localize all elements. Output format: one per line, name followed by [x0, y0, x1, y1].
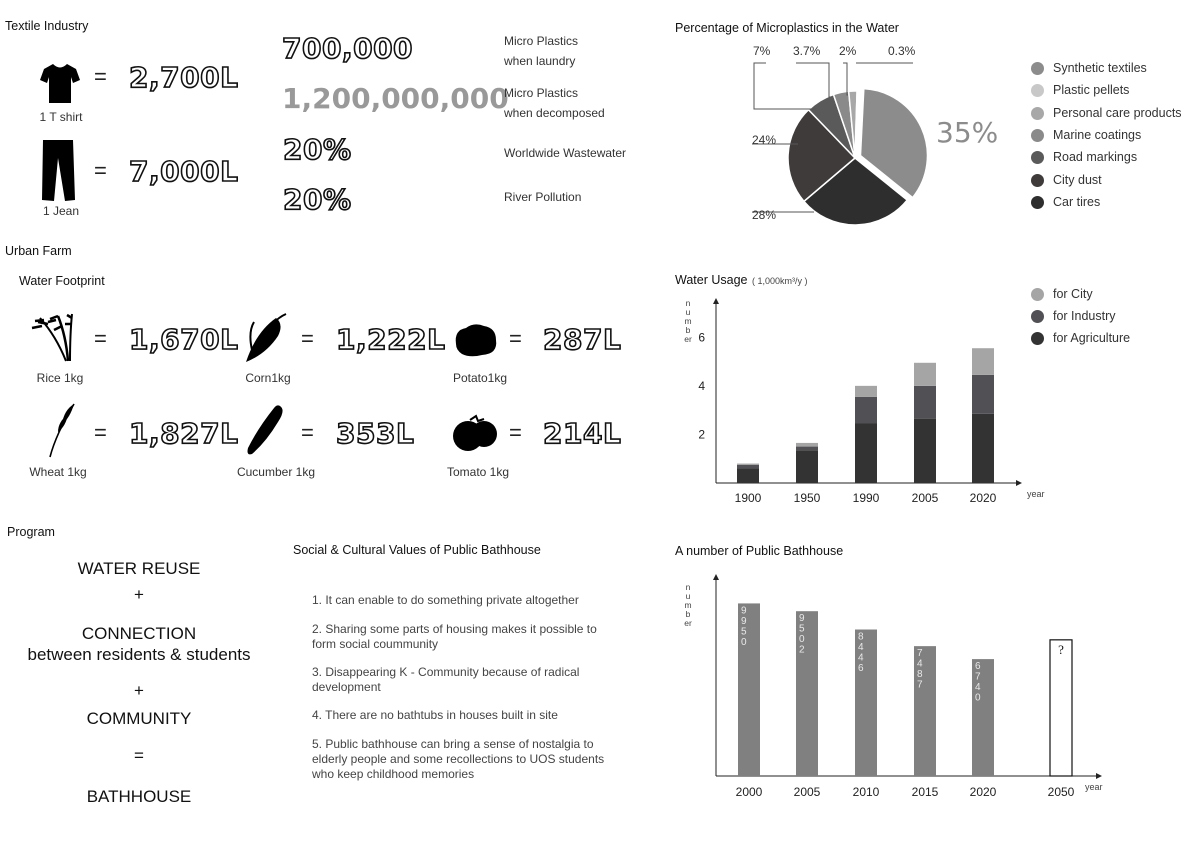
- bar-value-label: 8: [858, 631, 864, 643]
- bar-segment-for-industry: [737, 465, 759, 469]
- x-tick-label: 2005: [793, 785, 821, 799]
- bar-value-label: 7: [917, 648, 923, 660]
- corn-label: Corn1kg: [245, 371, 291, 385]
- y-axis-arrow: [713, 298, 719, 304]
- legend-swatch: [1031, 310, 1044, 323]
- pie-slice-label: 2%: [839, 44, 857, 58]
- legend-label: Synthetic textiles: [1053, 61, 1147, 75]
- x-tick-label: 1950: [793, 491, 821, 505]
- jean-water-value: 7,000L: [129, 155, 239, 188]
- y-tick-label: 6: [698, 330, 705, 345]
- bar-value-label: 4: [858, 642, 864, 654]
- tomato-label: Tomato 1kg: [446, 465, 510, 479]
- x-tick-label: 2000: [735, 785, 763, 799]
- rice-label: Rice 1kg: [36, 371, 84, 385]
- stat-value-laundry: 700,000: [282, 32, 414, 65]
- cucumber-icon: [244, 404, 286, 456]
- bar-segment-for-agriculture: [855, 424, 877, 484]
- x-tick-label: 2015: [911, 785, 939, 799]
- program-result: BATHHOUSE: [86, 787, 192, 806]
- legend-label: Marine coatings: [1053, 127, 1142, 142]
- water-usage-ylabel: number: [684, 298, 692, 344]
- textile-title: Textile Industry: [5, 19, 89, 33]
- stat-desc: Micro Plastics: [504, 86, 579, 100]
- bar-value-label: 4: [858, 652, 864, 664]
- tshirt-label: 1 T shirt: [39, 110, 83, 124]
- legend-label: for City: [1053, 287, 1093, 301]
- bathhouse-chart-title: A number of Public Bathhouse: [675, 544, 844, 558]
- y-tick-label: 4: [698, 378, 705, 393]
- bar-segment-for-industry: [914, 386, 936, 419]
- wheat-water-value: 1,827L: [129, 417, 239, 450]
- pie-slice-label: 28%: [752, 208, 777, 222]
- bar-segment-for-industry: [855, 397, 877, 424]
- pie-chart-title: Percentage of Microplastics in the Water: [675, 21, 899, 35]
- stat-value-river: 20%: [283, 183, 352, 216]
- bar-value-label: ?: [1058, 641, 1064, 657]
- tshirt-water-value: 2,700L: [129, 61, 239, 94]
- x-tick-label: 2020: [969, 785, 997, 799]
- equals-sign: =: [94, 326, 107, 351]
- legend-label: Road markings: [1053, 150, 1138, 165]
- corn-water-value: 1,222L: [336, 323, 446, 356]
- legend-label: Personal care products: [1053, 105, 1182, 120]
- legend-swatch: [1031, 332, 1044, 345]
- bar-value-label: 8: [917, 669, 923, 681]
- pie-slice-label: 3.7%: [793, 44, 821, 58]
- stat-desc: Worldwide Wastewater: [504, 146, 627, 160]
- stat-desc: when laundry: [504, 54, 576, 68]
- legend-swatch: [1031, 107, 1044, 120]
- water-footprint-subtitle: Water Footprint: [19, 274, 105, 288]
- equals-sign: =: [94, 420, 107, 445]
- equals-sign: =: [301, 420, 314, 445]
- bar-value-label: 0: [799, 634, 805, 646]
- program-title: Program: [7, 525, 55, 539]
- wheat-icon: [44, 400, 78, 458]
- cucumber-label: Cucumber 1kg: [236, 465, 316, 479]
- bar-segment-for-city: [737, 464, 759, 465]
- bar-value-label: 0: [741, 636, 747, 648]
- urban-farm-title: Urban Farm: [5, 244, 72, 258]
- bar-segment-for-agriculture: [972, 414, 994, 483]
- legend-swatch: [1031, 129, 1044, 142]
- bar-segment-for-city: [972, 348, 994, 375]
- y-tick-label: 2: [698, 427, 705, 442]
- program-line: between residents & students: [27, 645, 251, 664]
- x-axis-label: year: [1085, 782, 1103, 792]
- corn-icon: [242, 312, 288, 364]
- x-axis-arrow: [1096, 773, 1102, 779]
- program-plus: +: [134, 681, 144, 700]
- program-line: WATER REUSE: [77, 559, 201, 578]
- tshirt-icon: [40, 62, 80, 104]
- bar-segment-for-city: [914, 363, 936, 386]
- bar-value-label: 2: [799, 644, 805, 656]
- cucumber-water-value: 353L: [336, 417, 415, 450]
- values-item: 3. Disappearing K - Community because of radical development: [312, 665, 580, 694]
- program-line: CONNECTION: [81, 624, 197, 643]
- bar-segment-for-agriculture: [796, 450, 818, 483]
- y-axis-arrow: [713, 574, 719, 580]
- bar-value-label: 7: [975, 671, 981, 683]
- wheat-label: Wheat 1kg: [29, 465, 87, 479]
- legend-label: for Industry: [1053, 309, 1116, 323]
- bar-value-label: 9: [741, 615, 747, 627]
- legend-label: Plastic pellets: [1053, 83, 1130, 98]
- values-item: 5. Public bathhouse can bring a sense of nostalgia to elderly people and some recollections to UOS students who keep childhood memories: [312, 737, 605, 781]
- water-usage-chart: [690, 290, 1060, 510]
- legend-label: City dust: [1053, 172, 1102, 187]
- bathhouse-chart: [690, 570, 1110, 805]
- jean-label: 1 Jean: [42, 204, 80, 218]
- bar-value-label: 5: [799, 623, 805, 635]
- bar-value-label: 9: [799, 613, 805, 625]
- bar-value-label: 9: [741, 605, 747, 617]
- stat-value-wastewater: 20%: [283, 133, 352, 166]
- x-tick-label: 1990: [852, 491, 880, 505]
- bar-value-label: 0: [975, 692, 981, 704]
- equals-sign: =: [509, 420, 522, 445]
- values-item: 1. It can enable to do something private altogether: [312, 593, 579, 607]
- x-tick-label: 2005: [911, 491, 939, 505]
- legend-swatch: [1031, 151, 1044, 164]
- rice-icon: [28, 306, 76, 362]
- legend-swatch: [1031, 196, 1044, 209]
- x-tick-label: 2050: [1047, 785, 1075, 799]
- values-item: 4. There are no bathtubs in houses built in site: [312, 708, 558, 722]
- bathhouse-ylabel: number: [684, 582, 692, 628]
- stat-desc: Micro Plastics: [504, 34, 579, 48]
- program-line: COMMUNITY: [86, 709, 192, 728]
- bar-segment-for-agriculture: [914, 419, 936, 483]
- legend-swatch: [1031, 84, 1044, 97]
- bar-segment-for-agriculture: [737, 468, 759, 483]
- x-axis-label: year: [1027, 489, 1045, 499]
- bar-value-label: 6: [975, 661, 981, 673]
- bar-segment-for-industry: [972, 375, 994, 414]
- values-item: 2. Sharing some parts of housing makes it possible to form social coummunity: [312, 622, 597, 651]
- water-usage-title: Water Usage: [675, 273, 748, 287]
- potato-label: Potato1kg: [452, 371, 508, 385]
- bar-value-label: 7: [917, 679, 923, 691]
- x-tick-label: 1900: [734, 491, 762, 505]
- legend-swatch: [1031, 62, 1044, 75]
- legend-swatch: [1031, 174, 1044, 187]
- bar-segment-for-city: [855, 386, 877, 397]
- program-plus: +: [134, 585, 144, 604]
- water-usage-unit: ( 1,000km³/y ): [752, 276, 808, 286]
- jean-icon: [40, 140, 76, 202]
- tomato-icon: [452, 414, 498, 454]
- equals-sign: =: [301, 326, 314, 351]
- potato-icon: [452, 322, 498, 358]
- stat-value-decomposed: 1,200,000,000: [282, 82, 509, 115]
- program-equals: =: [134, 746, 144, 765]
- x-axis-arrow: [1016, 480, 1022, 486]
- pie-highlight-label: 35%: [936, 116, 999, 149]
- stat-desc: River Pollution: [504, 190, 582, 204]
- pie-slice-label: 24%: [752, 133, 777, 147]
- tomato-water-value: 214L: [543, 417, 622, 450]
- pie-slice-label: 7%: [753, 44, 771, 58]
- values-title: Social & Cultural Values of Public Bathhouse: [293, 543, 541, 557]
- equals-sign: =: [94, 158, 107, 183]
- equals-sign: =: [509, 326, 522, 351]
- potato-water-value: 287L: [543, 323, 622, 356]
- legend-label: for Agriculture: [1053, 331, 1131, 345]
- equals-sign: =: [94, 64, 107, 89]
- x-tick-label: 2020: [969, 491, 997, 505]
- bar-value-label: 6: [858, 663, 864, 675]
- bar-segment-for-industry: [796, 447, 818, 451]
- rice-water-value: 1,670L: [129, 323, 239, 356]
- legend-swatch: [1031, 288, 1044, 301]
- bar-unknown: [1050, 640, 1072, 776]
- legend-label: Car tires: [1053, 194, 1101, 209]
- x-tick-label: 2010: [852, 785, 880, 799]
- stat-desc: when decomposed: [504, 106, 605, 120]
- bar-segment-for-city: [796, 443, 818, 447]
- bar-value-label: 4: [917, 658, 923, 670]
- bar-value-label: 5: [741, 626, 747, 638]
- pie-slice-label: 0.3%: [888, 44, 916, 58]
- bar-value-label: 4: [975, 682, 981, 694]
